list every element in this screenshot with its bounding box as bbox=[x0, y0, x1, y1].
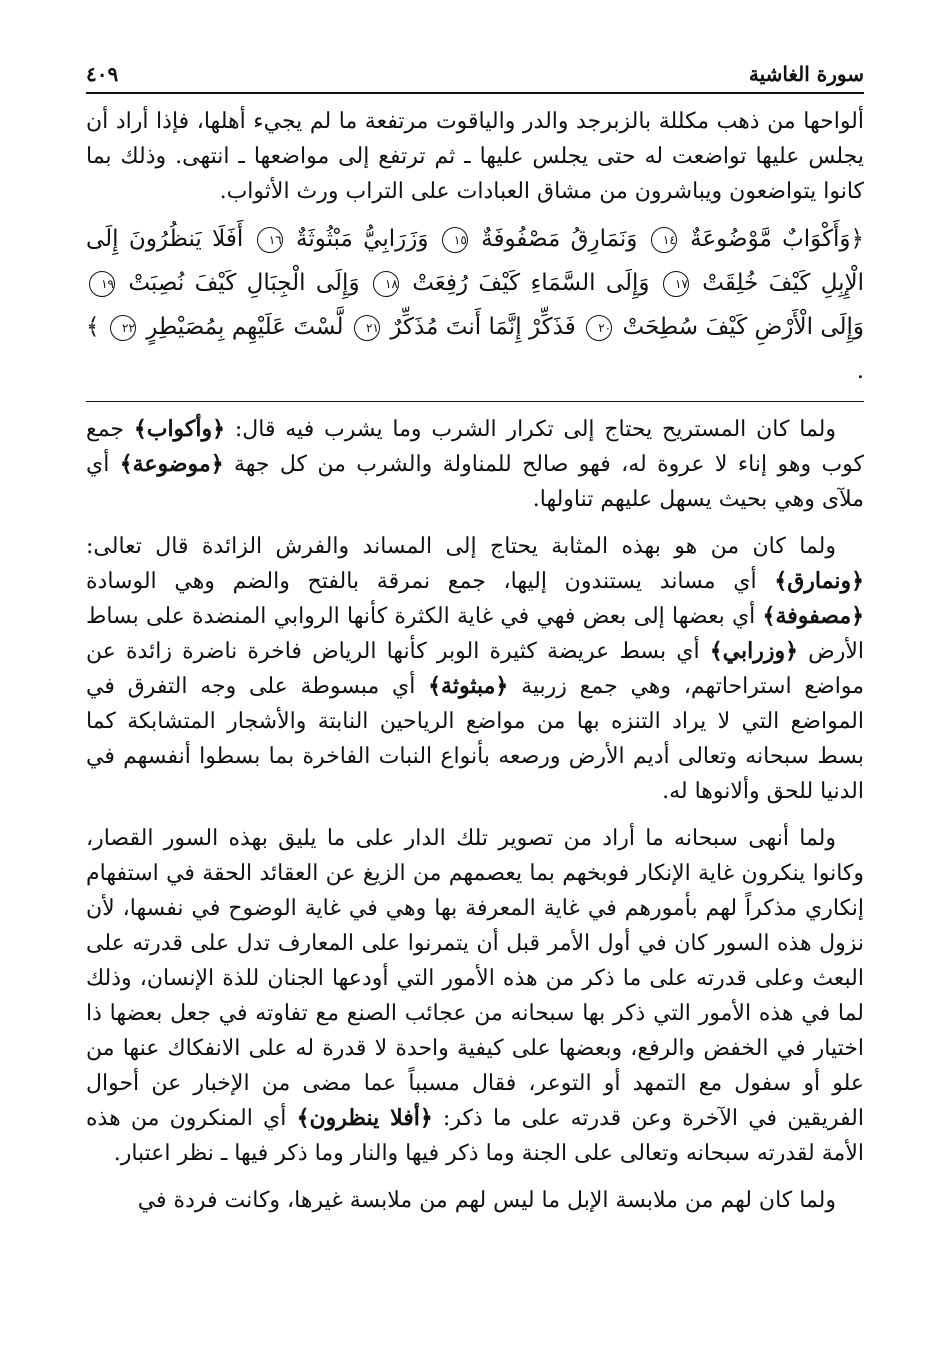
commentary-paragraph bbox=[86, 529, 864, 809]
quran-verses bbox=[86, 217, 864, 393]
paragraph-text: جمع كوب وهو إناء لا عروة له، فهو صالح للمناولة والشرب من كل جهة bbox=[86, 417, 864, 477]
separator-line bbox=[86, 401, 864, 402]
quoted-quran-word: ﴿ونمارق﴾ bbox=[774, 568, 864, 594]
verse-text: لَّسْتَ عَلَيْهِم بِمُصَيْطِرٍ bbox=[138, 314, 344, 340]
verse-text: وَأَكْوَابٌ مَّوْضُوعَةٌ bbox=[679, 226, 851, 252]
page-number: ٤٠٩ bbox=[86, 62, 119, 86]
commentary-paragraph bbox=[86, 412, 864, 517]
paragraph-text: ولما كان المستريح يحتاج إلى تكرار الشرب وما يشرب فيه قال: bbox=[225, 417, 836, 442]
paragraph-text: أي بعضها إلى بعض فهي في غاية الكثرة كأنها الروابي المنضدة على بساط الأرض bbox=[86, 604, 865, 664]
verse-number-marker: ١٩ bbox=[89, 271, 115, 297]
verse-end-mark: . bbox=[856, 358, 864, 384]
quoted-quran-word: ﴿أفلا ينظرون﴾ bbox=[296, 1105, 433, 1131]
verse-text: أَفَلَا يَنظُرُونَ إِلَى الْإِبِلِ كَيْفَ خُلِقَتْ bbox=[86, 226, 865, 296]
paragraph-text: أي ملآى وهي بحيث يسهل عليهم تناولها. bbox=[86, 452, 864, 512]
quoted-quran-word: ﴿وزرابي﴾ bbox=[709, 638, 798, 664]
verse-text: وَزَرَابِيُّ مَبْثُوثَةٌ bbox=[285, 226, 429, 252]
ornate-bracket-open: ﴿ bbox=[850, 226, 864, 252]
verse-text: وَإِلَى السَّمَاءِ كَيْفَ رُفِعَتْ bbox=[401, 270, 650, 296]
verse-text: فَذَكِّرْ إِنَّمَا أَنتَ مُذَكِّرٌ bbox=[382, 314, 576, 340]
quoted-quran-word: ﴿موضوعة﴾ bbox=[119, 451, 224, 477]
verse-number-marker: ٢١ bbox=[354, 315, 380, 341]
commentary-paragraph bbox=[86, 1183, 864, 1218]
running-header bbox=[86, 52, 864, 94]
verse-text: وَإِلَى الْأَرْضِ كَيْفَ سُطِحَتْ bbox=[615, 314, 865, 340]
paragraph-text: أي مساند يستندون إليها، جمع نمرقة بالفتح والضم وهي الوسادة bbox=[86, 569, 775, 594]
verse-number-marker: ٢٢ bbox=[110, 315, 136, 341]
ornate-bracket-close: ﴾ bbox=[86, 314, 100, 340]
paragraph-text: أي بسط عريضة كثيرة الوبر كأنها الرياض فاخرة ناضرة زائدة عن مواضع استراحاتهم، وهي جمع زربية bbox=[86, 639, 864, 699]
verse-number-marker: ١٧ bbox=[663, 271, 689, 297]
verse-number-marker: ١٤ bbox=[651, 227, 677, 253]
intro-paragraph: ألواحها من ذهب مكللة بالزبرجد والدر والياقوت مرتفعة ما لم يجيء أهلها، فإذا أراد أن يجلس عليها تواضعت له حتى يجلس عليها ـ ثم ترتفع إلى مواضعها ـ انتهى. وذلك بما كانوا يتواضعون ويباشرون من مشاق العبادات على التراب ورث الأثواب. bbox=[86, 109, 864, 204]
paragraph-text: ولما كان لهم من ملابسة الإبل ما ليس لهم من ملابسة غيرها، وكانت فردة في bbox=[137, 1188, 836, 1213]
commentary-paragraph bbox=[86, 821, 864, 1171]
paragraph-text: ولما أنهى سبحانه ما أراد من تصوير تلك الدار على ما يليق بهذه السور القصار، وكانوا ينكرون غاية الإنكار فوبخهم بما يعصمهم من الزيغ عن العقائد الحقة في استفهام إنكاري مذكراً لهم بأمورهم في غاية المعرفة بها وهي في غاية الوضوح في نفسها، لأن نزول هذه السور كان في أول الأمر قبل أن يتمرنوا على المعارف تدل على قدرته على البعث وعلى قدرته على ما ذكر من هذه الأمور التي أودعها الجنان للذة الإنسان، وذلك لما في هذه الأمور التي ذكر بها سبحانه من عجائب الصنع مع تفاوته في جعل بعضها ذا اختيار في الخفض والرفع، وبعضها على كيفية واحدة لا قدرة له على الانفكاك عنها من علو أو سفول مع التمهد أو التوعر، فقال مسبباً عما مضى من الإخبار عن أحوال الفريقين في الآخرة وعن قدرته على ما ذكر: bbox=[86, 826, 864, 1131]
quoted-quran-word: ﴿مصفوفة﴾ bbox=[762, 603, 864, 629]
surah-title: سورة الغاشية bbox=[748, 62, 864, 86]
paragraph-text: أي المنكرون من هذه الأمة لقدرته سبحانه وتعالى على الجنة وما ذكر فيها والنار وما ذكر فيها ـ نظر اعتبار. bbox=[86, 1106, 864, 1166]
verse-number-marker: ١٦ bbox=[257, 227, 283, 253]
verse-text: وَإِلَى الْجِبَالِ كَيْفَ نُصِبَتْ bbox=[118, 270, 360, 296]
verse-text: وَنَمَارِقُ مَصْفُوفَةٌ bbox=[470, 226, 638, 252]
verse-number-marker: ١٥ bbox=[442, 227, 468, 253]
quoted-quran-word: ﴿وأكواب﴾ bbox=[133, 416, 226, 442]
quoted-quran-word: ﴿مبثوثة﴾ bbox=[428, 673, 509, 699]
verse-number-marker: ٢٠ bbox=[586, 315, 612, 341]
paragraph-text: ولما كان من هو بهذه المثابة يحتاج إلى المساند والفرش الزائدة قال تعالى: bbox=[86, 534, 836, 559]
paragraph-text: أي مبسوطة على وجه التفرق في المواضع التي لا يراد التنزه بها من مواضع الرياحين النابتة والأشجار المتشابكة كما بسط سبحانه وتعالى أديم الأرض ورصعه بأنواع النبات الفاخرة بما بسطوا أنفسهم في الدنيا للحق وألانوها له. bbox=[86, 674, 864, 804]
book-page bbox=[86, 52, 864, 1322]
verse-number-marker: ١٨ bbox=[373, 271, 399, 297]
commentary bbox=[86, 412, 864, 1218]
